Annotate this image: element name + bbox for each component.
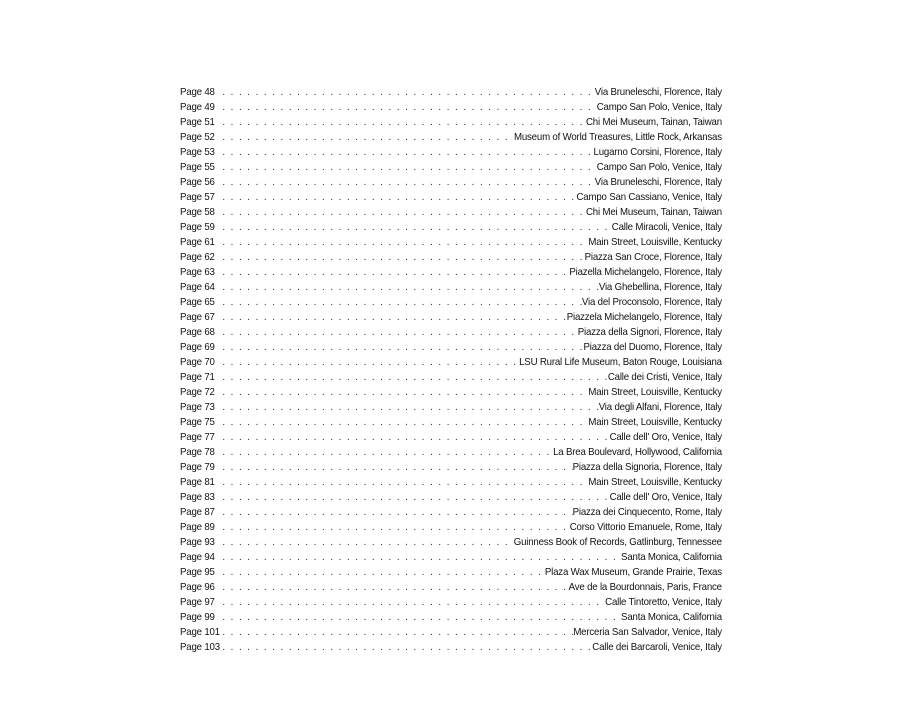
entry-location: Santa Monica, California (621, 611, 722, 623)
entry-location: Campo San Cassiano, Venice, Italy (576, 191, 722, 203)
index-entry (180, 370, 722, 385)
entry-location: Corso Vittorio Emanuele, Rome, Italy (569, 521, 722, 533)
entry-location: Main Street, Louisville, Kentucky (588, 386, 722, 398)
entry-page-number: Page 63 (180, 266, 215, 278)
dot-leader (222, 580, 568, 595)
entry-page-number: Page 69 (180, 341, 215, 353)
index-entry (180, 535, 722, 550)
index-entry (180, 100, 722, 115)
dot-leader (222, 550, 621, 565)
entry-location: Main Street, Louisville, Kentucky (588, 236, 722, 248)
entry-location: Plaza Wax Museum, Grande Prairie, Texas (544, 566, 722, 578)
index-entry (180, 610, 722, 625)
entry-page-number: Page 87 (180, 506, 215, 518)
entry-page-number: Page 62 (180, 251, 215, 263)
entry-location: Calle Tintoretto, Venice, Italy (605, 596, 722, 608)
dot-leader (222, 490, 609, 505)
index-entry (180, 385, 722, 400)
entry-page-number: Page 59 (180, 221, 215, 233)
entry-page-number: Page 56 (180, 176, 215, 188)
entry-page-number: Page 61 (180, 236, 215, 248)
entry-location: Piazza della Signoria, Florence, Italy (572, 461, 722, 473)
dot-leader (222, 400, 598, 415)
entry-page-number: Page 72 (180, 386, 215, 398)
entry-location: LSU Rural Life Museum, Baton Rouge, Louisiana (519, 356, 722, 368)
entry-page-number: Page 53 (180, 146, 215, 158)
index-entry (180, 490, 722, 505)
index-entry (180, 115, 722, 130)
entry-page-number: Page 58 (180, 206, 215, 218)
index-entry (180, 475, 722, 490)
dot-leader (222, 535, 513, 550)
dot-leader (222, 505, 572, 520)
entry-page-number: Page 49 (180, 101, 215, 113)
index-entry (180, 595, 722, 610)
entry-page-number: Page 99 (180, 611, 215, 623)
index-entry (180, 250, 722, 265)
entry-page-number: Page 70 (180, 356, 215, 368)
dot-leader (222, 355, 519, 370)
entry-page-number: Page 96 (180, 581, 215, 593)
entry-page-number: Page 67 (180, 311, 215, 323)
index-entry (180, 565, 722, 580)
index-entry (180, 460, 722, 475)
entry-location: Via Bruneleschi, Florence, Italy (594, 176, 722, 188)
entry-location: Calle dei Barcaroli, Venice, Italy (592, 641, 722, 653)
entry-page-number: Page 68 (180, 326, 215, 338)
index-entry (180, 355, 722, 370)
index-entry (180, 550, 722, 565)
entry-location: Piazzela Michelangelo, Florence, Italy (566, 311, 722, 323)
entry-location: Piazza del Duomo, Florence, Italy (583, 341, 722, 353)
dot-leader (222, 520, 569, 535)
entry-page-number: Page 77 (180, 431, 215, 443)
entry-location: Piazza dei Cinquecento, Rome, Italy (572, 506, 722, 518)
entry-page-number: Page 51 (180, 116, 215, 128)
dot-leader (222, 190, 576, 205)
entry-page-number: Page 94 (180, 551, 215, 563)
dot-leader (222, 265, 569, 280)
entry-location: Via del Proconsolo, Florence, Italy (581, 296, 722, 308)
dot-leader (222, 640, 592, 655)
entry-location: La Brea Boulevard, Hollywood, California (553, 446, 722, 458)
entry-location: Museum of World Treasures, Little Rock, Arkansas (513, 131, 722, 143)
entry-page-number: Page 81 (180, 476, 215, 488)
dot-leader (222, 475, 588, 490)
entry-location: Santa Monica, California (621, 551, 722, 563)
dot-leader (222, 385, 588, 400)
entry-page-number: Page 65 (180, 296, 215, 308)
index-entry (180, 310, 722, 325)
entry-location: Piazella Michelangelo, Florence, Italy (569, 266, 722, 278)
dot-leader (222, 415, 588, 430)
dot-leader (222, 205, 586, 220)
dot-leader (222, 250, 584, 265)
dot-leader (222, 115, 586, 130)
dot-leader (222, 370, 608, 385)
index-entry (180, 415, 722, 430)
entry-location: Calle Miracoli, Venice, Italy (611, 221, 722, 233)
dot-leader (222, 280, 599, 295)
dot-leader (222, 460, 572, 475)
entry-location: Piazza della Signori, Florence, Italy (577, 326, 722, 338)
entry-page-number: Page 97 (180, 596, 215, 608)
dot-leader (222, 85, 594, 100)
dot-leader (222, 430, 609, 445)
entry-location: Via Bruneleschi, Florence, Italy (594, 86, 722, 98)
index-entry (180, 325, 722, 340)
dot-leader (222, 175, 594, 190)
index-entry (180, 235, 722, 250)
entry-page-number: Page 57 (180, 191, 215, 203)
location-index-list (180, 85, 722, 655)
entry-location: Guinness Book of Records, Gatlinburg, Tennessee (513, 536, 722, 548)
entry-location: Campo San Polo, Venice, Italy (596, 101, 722, 113)
entry-page-number: Page 101 (180, 626, 220, 638)
entry-page-number: Page 48 (180, 86, 215, 98)
entry-page-number: Page 75 (180, 416, 215, 428)
dot-leader (222, 220, 611, 235)
entry-location: Chi Mei Museum, Tainan, Taiwan (586, 116, 722, 128)
index-entry (180, 640, 722, 655)
index-entry (180, 205, 722, 220)
dot-leader (222, 145, 593, 160)
dot-leader (222, 310, 566, 325)
entry-page-number: Page 83 (180, 491, 215, 503)
index-entry (180, 265, 722, 280)
entry-location: Main Street, Louisville, Kentucky (588, 476, 722, 488)
entry-location: Via degli Alfani, Florence, Italy (598, 401, 722, 413)
index-entry (180, 280, 722, 295)
index-entry (180, 625, 722, 640)
dot-leader (222, 100, 596, 115)
entry-location: Calle dei Cristi, Venice, Italy (607, 371, 722, 383)
entry-page-number: Page 95 (180, 566, 215, 578)
index-entry (180, 520, 722, 535)
dot-leader (222, 235, 588, 250)
index-entry (180, 220, 722, 235)
entry-page-number: Page 103 (180, 641, 220, 653)
entry-location: Calle dell' Oro, Venice, Italy (609, 491, 722, 503)
entry-page-number: Page 78 (180, 446, 215, 458)
entry-location: Campo San Polo, Venice, Italy (596, 161, 722, 173)
dot-leader (222, 340, 583, 355)
entry-page-number: Page 79 (180, 461, 215, 473)
entry-location: Via Ghebellina, Florence, Italy (598, 281, 722, 293)
dot-leader (222, 565, 545, 580)
entry-location: Calle dell' Oro, Venice, Italy (609, 431, 722, 443)
index-entry (180, 445, 722, 460)
index-entry (180, 175, 722, 190)
entry-location: Lugarno Corsini, Florence, Italy (593, 146, 722, 158)
dot-leader (222, 295, 582, 310)
index-entry (180, 160, 722, 175)
entry-page-number: Page 93 (180, 536, 215, 548)
dot-leader (222, 325, 577, 340)
index-entry (180, 190, 722, 205)
entry-location: Merceria San Salvador, Venice, Italy (573, 626, 722, 638)
entry-page-number: Page 52 (180, 131, 215, 143)
index-entry (180, 505, 722, 520)
dot-leader (222, 445, 553, 460)
entry-location: Ave de la Bourdonnais, Paris, France (568, 581, 722, 593)
entry-page-number: Page 64 (180, 281, 215, 293)
dot-leader (222, 610, 621, 625)
index-entry (180, 340, 722, 355)
entry-page-number: Page 89 (180, 521, 215, 533)
index-entry (180, 580, 722, 595)
dot-leader (222, 130, 514, 145)
index-entry (180, 400, 722, 415)
dot-leader (222, 595, 605, 610)
entry-location: Piazza San Croce, Florence, Italy (584, 251, 722, 263)
entry-location: Chi Mei Museum, Tainan, Taiwan (586, 206, 722, 218)
index-entry (180, 130, 722, 145)
dot-leader (222, 625, 573, 640)
entry-page-number: Page 71 (180, 371, 215, 383)
entry-page-number: Page 73 (180, 401, 215, 413)
index-entry (180, 295, 722, 310)
index-entry (180, 145, 722, 160)
index-entry (180, 430, 722, 445)
entry-page-number: Page 55 (180, 161, 215, 173)
index-entry (180, 85, 722, 100)
dot-leader (222, 160, 596, 175)
entry-location: Main Street, Louisville, Kentucky (588, 416, 722, 428)
